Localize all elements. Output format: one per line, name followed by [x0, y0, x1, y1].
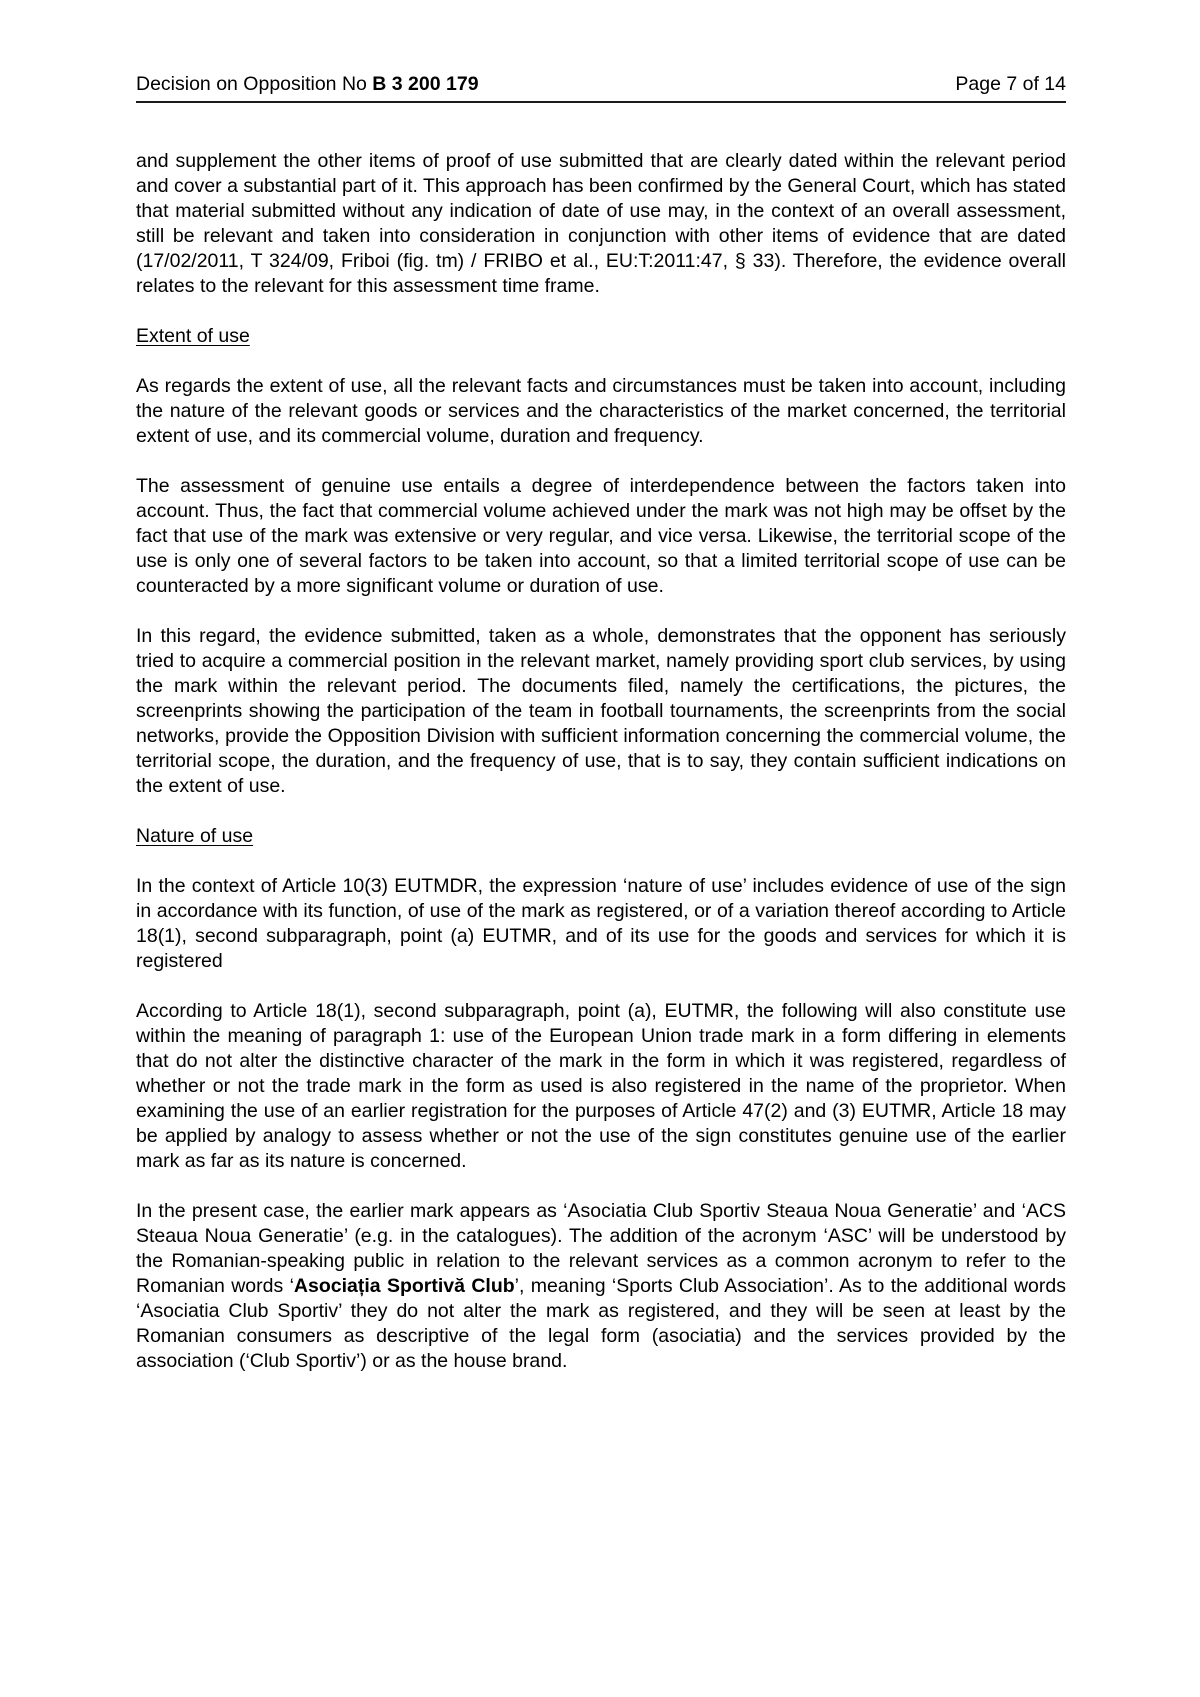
text-run: ’, meaning ‘Sports Club Association’. As to the additional words ‘Asociatia Club Sportiv’ they do not alter the mark as registered, and they will be seen at least by the Romanian consumers as descriptive of the legal form (asociatia) and the services provided by the association (‘Club Sportiv’) or as the house brand. — [136, 1275, 1066, 1372]
text-run: and supplement the other items of proof of use submitted that are clearly dated within the relevant period and cover a substantial part of it. This approach has been confirmed by the General Court, which has stated that material submitted without any indication of date of use may, in the context of an overall assessment, still be relevant and taken into consideration in conjunction with other items of evidence that are dated (17/02/2011, T 324/09, Friboi (fig. tm) / FRIBO et al., EU:T:2011:47, § 33). Therefore, the evidence overall relates to the relevant for this assessment time frame. — [136, 150, 1066, 297]
body-paragraph — [136, 149, 1066, 299]
bold-text-run: Asociația Sportivă Club — [293, 1275, 515, 1297]
page-header — [136, 73, 1066, 103]
body-paragraph — [136, 874, 1066, 974]
text-run: According to Article 18(1), second subparagraph, point (a), EUTMR, the following will also constitute use within the meaning of paragraph 1: use of the European Union trade mark in a form differing in elements that do not alter the distinctive character of the mark in the form in which it was registered, regardless of whether or not the trade mark in the form as used is also registered in the name of the proprietor. When examining the use of an earlier registration for the purposes of Article 47(2) and (3) EUTMR, Article 18 may be applied by analogy to assess whether or not the use of the sign constitutes genuine use of the earlier mark as far as its nature is concerned. — [136, 1000, 1066, 1172]
header-title-prefix: Decision on Opposition No — [136, 73, 373, 95]
body-paragraph — [136, 1199, 1066, 1374]
text-run: Nature of use — [136, 825, 254, 847]
body-paragraph — [136, 624, 1066, 799]
text-run: In the present case, the earlier mark appears as ‘Asociatia Club Sportiv Steaua Noua Generatie’ and ‘ACS Steaua Noua Generatie’ (e.g. in the catalogues). The addition of the acronym ‘ASC’ will be understood by the Romanian-speaking public in relation to the relevant services as a common acronym to refer to the Romanian words ‘ — [136, 1200, 1066, 1297]
document-body — [136, 149, 1066, 1374]
text-run: As regards the extent of use, all the relevant facts and circumstances must be taken into account, including the nature of the relevant goods or services and the characteristics of the market concerned, the territorial extent of use, and its commercial volume, duration and frequency. — [136, 375, 1066, 447]
header-page-indicator: Page 7 of 14 — [955, 73, 1066, 95]
text-run: The assessment of genuine use entails a degree of interdependence between the factors taken into account. Thus, the fact that commercial volume achieved under the mark was not high may be offset by the fact that use of the mark was extensive or very regular, and vice versa. Likewise, the territorial scope of the use is only one of several factors to be taken into account, so that a limited territorial scope of use can be counteracted by a more significant volume or duration of use. — [136, 475, 1066, 597]
body-paragraph — [136, 474, 1066, 599]
header-case-number: B 3 200 179 — [372, 73, 479, 95]
section-heading — [136, 824, 1066, 849]
section-heading — [136, 324, 1066, 349]
text-run: In this regard, the evidence submitted, taken as a whole, demonstrates that the opponent has seriously tried to acquire a commercial position in the relevant market, namely providing sport club services, by using the mark within the relevant period. The documents filed, namely the certifications, the pictures, the screenprints showing the participation of the team in football tournaments, the screenprints from the social networks, provide the Opposition Division with sufficient information concerning the commercial volume, the territorial scope, the duration, and the frequency of use, that is to say, they contain sufficient indications on the extent of use. — [136, 625, 1066, 797]
header-title — [136, 73, 479, 96]
body-paragraph — [136, 999, 1066, 1174]
body-paragraph — [136, 374, 1066, 449]
text-run: In the context of Article 10(3) EUTMDR, the expression ‘nature of use’ includes evidence of use of the sign in accordance with its function, of use of the mark as registered, or of a variation thereof according to Article 18(1), second subparagraph, point (a) EUTMR, and of its use for the goods and services for which it is registered — [136, 875, 1066, 972]
text-run: Extent of use — [136, 325, 250, 347]
